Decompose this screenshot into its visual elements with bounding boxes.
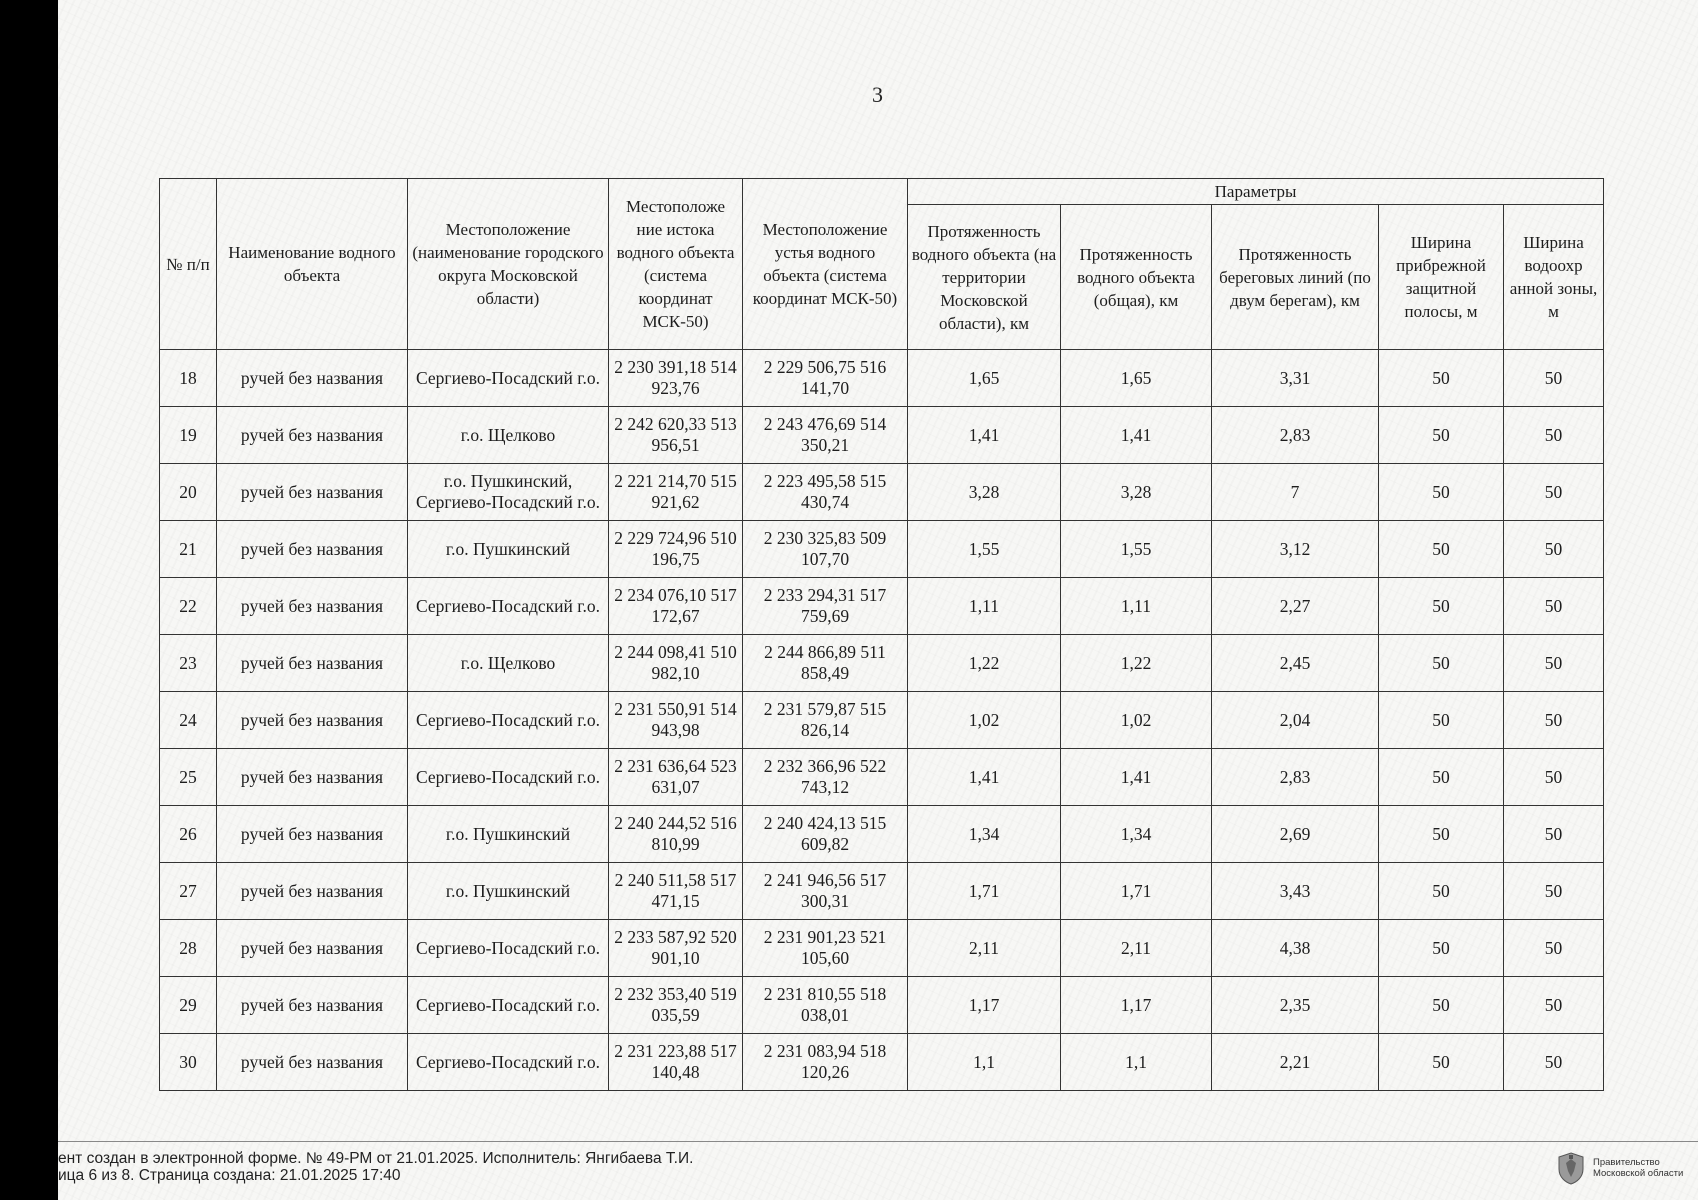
cell-shore: 2,83 <box>1212 749 1379 806</box>
header-coastal-width: Ширина прибрежной защитной полосы, м <box>1379 205 1504 350</box>
cell-zone: 50 <box>1504 806 1604 863</box>
cell-length-total: 1,41 <box>1061 407 1212 464</box>
cell-coastal: 50 <box>1379 692 1504 749</box>
cell-location: Сергиево-Посадский г.о. <box>408 578 609 635</box>
cell-coastal: 50 <box>1379 863 1504 920</box>
cell-source: 2 230 391,18 514 923,76 <box>609 350 743 407</box>
cell-mouth: 2 229 506,75 516 141,70 <box>743 350 908 407</box>
table-row <box>160 806 1604 863</box>
cell-source: 2 232 353,40 519 035,59 <box>609 977 743 1034</box>
table-row <box>160 920 1604 977</box>
cell-location: Сергиево-Посадский г.о. <box>408 350 609 407</box>
cell-length-mo: 1,34 <box>908 806 1061 863</box>
cell-zone: 50 <box>1504 350 1604 407</box>
cell-location: г.о. Пушкинский <box>408 806 609 863</box>
cell-num: 18 <box>160 350 217 407</box>
cell-zone: 50 <box>1504 521 1604 578</box>
cell-zone: 50 <box>1504 749 1604 806</box>
header-protection-width: Ширина водоохр анной зоны, м <box>1504 205 1604 350</box>
cell-num: 24 <box>160 692 217 749</box>
cell-mouth: 2 231 810,55 518 038,01 <box>743 977 908 1034</box>
header-name: Наименование водного объекта <box>217 179 408 350</box>
cell-coastal: 50 <box>1379 635 1504 692</box>
cell-zone: 50 <box>1504 464 1604 521</box>
footer-divider <box>58 1141 1698 1142</box>
cell-num: 20 <box>160 464 217 521</box>
cell-shore: 3,43 <box>1212 863 1379 920</box>
cell-name: ручей без названия <box>217 692 408 749</box>
table-row <box>160 1034 1604 1091</box>
cell-source: 2 242 620,33 513 956,51 <box>609 407 743 464</box>
cell-num: 21 <box>160 521 217 578</box>
cell-length-mo: 1,11 <box>908 578 1061 635</box>
cell-mouth: 2 244 866,89 511 858,49 <box>743 635 908 692</box>
cell-length-total: 2,11 <box>1061 920 1212 977</box>
cell-length-mo: 1,1 <box>908 1034 1061 1091</box>
cell-location: г.о. Щелково <box>408 407 609 464</box>
cell-num: 29 <box>160 977 217 1034</box>
cell-name: ручей без названия <box>217 407 408 464</box>
cell-location: Сергиево-Посадский г.о. <box>408 749 609 806</box>
cell-location: Сергиево-Посадский г.о. <box>408 920 609 977</box>
cell-mouth: 2 230 325,83 509 107,70 <box>743 521 908 578</box>
cell-shore: 2,04 <box>1212 692 1379 749</box>
cell-mouth: 2 231 579,87 515 826,14 <box>743 692 908 749</box>
cell-shore: 3,12 <box>1212 521 1379 578</box>
cell-length-total: 1,22 <box>1061 635 1212 692</box>
cell-length-mo: 2,11 <box>908 920 1061 977</box>
table-row <box>160 521 1604 578</box>
cell-shore: 2,69 <box>1212 806 1379 863</box>
cell-name: ручей без названия <box>217 350 408 407</box>
cell-mouth: 2 231 083,94 518 120,26 <box>743 1034 908 1091</box>
cell-num: 19 <box>160 407 217 464</box>
gov-label-line-1: Правительство <box>1593 1157 1660 1168</box>
cell-shore: 7 <box>1212 464 1379 521</box>
cell-name: ручей без названия <box>217 806 408 863</box>
cell-shore: 2,27 <box>1212 578 1379 635</box>
cell-source: 2 229 724,96 510 196,75 <box>609 521 743 578</box>
header-params: Параметры <box>908 179 1604 205</box>
cell-length-mo: 3,28 <box>908 464 1061 521</box>
cell-name: ручей без названия <box>217 578 408 635</box>
cell-location: г.о. Пушкинский <box>408 521 609 578</box>
cell-mouth: 2 241 946,56 517 300,31 <box>743 863 908 920</box>
cell-source: 2 233 587,92 520 901,10 <box>609 920 743 977</box>
cell-zone: 50 <box>1504 635 1604 692</box>
gov-label <box>1593 1157 1683 1179</box>
cell-zone: 50 <box>1504 578 1604 635</box>
table-row <box>160 407 1604 464</box>
cell-location: Сергиево-Посадский г.о. <box>408 1034 609 1091</box>
header-location: Местоположение (наименование городского округа Московской области) <box>408 179 609 350</box>
cell-shore: 2,83 <box>1212 407 1379 464</box>
header-shore-length: Протяженность береговых линий (по двум берегам), км <box>1212 205 1379 350</box>
cell-num: 22 <box>160 578 217 635</box>
cell-shore: 2,35 <box>1212 977 1379 1034</box>
cell-name: ручей без названия <box>217 920 408 977</box>
gov-label-line-2: Московской области <box>1593 1168 1684 1179</box>
cell-source: 2 221 214,70 515 921,62 <box>609 464 743 521</box>
cell-name: ручей без названия <box>217 521 408 578</box>
cell-zone: 50 <box>1504 692 1604 749</box>
cell-shore: 3,31 <box>1212 350 1379 407</box>
cell-length-mo: 1,22 <box>908 635 1061 692</box>
cell-num: 26 <box>160 806 217 863</box>
cell-source: 2 231 223,88 517 140,48 <box>609 1034 743 1091</box>
cell-source: 2 234 076,10 517 172,67 <box>609 578 743 635</box>
scan-left-edge <box>0 0 58 1200</box>
cell-coastal: 50 <box>1379 407 1504 464</box>
cell-shore: 2,45 <box>1212 635 1379 692</box>
cell-zone: 50 <box>1504 863 1604 920</box>
cell-name: ручей без названия <box>217 1034 408 1091</box>
table-row <box>160 464 1604 521</box>
header-length-total: Протяженность водного объекта (общая), км <box>1061 205 1212 350</box>
cell-shore: 2,21 <box>1212 1034 1379 1091</box>
cell-coastal: 50 <box>1379 578 1504 635</box>
cell-coastal: 50 <box>1379 350 1504 407</box>
cell-mouth: 2 240 424,13 515 609,82 <box>743 806 908 863</box>
footer-line-1: ент создан в электронной форме. № 49-РМ от 21.01.2025. Исполнитель: Янгибаева Т.И. <box>58 1150 694 1167</box>
cell-location: Сергиево-Посадский г.о. <box>408 692 609 749</box>
water-objects-table <box>159 178 1604 1091</box>
header-source: Местоположе ние истока водного объекта (система координат МСК-50) <box>609 179 743 350</box>
cell-length-mo: 1,71 <box>908 863 1061 920</box>
cell-length-total: 1,55 <box>1061 521 1212 578</box>
cell-zone: 50 <box>1504 1034 1604 1091</box>
cell-name: ручей без названия <box>217 977 408 1034</box>
cell-location: г.о. Пушкинский <box>408 863 609 920</box>
cell-mouth: 2 223 495,58 515 430,74 <box>743 464 908 521</box>
cell-mouth: 2 231 901,23 521 105,60 <box>743 920 908 977</box>
table-row <box>160 977 1604 1034</box>
cell-mouth: 2 232 366,96 522 743,12 <box>743 749 908 806</box>
cell-num: 25 <box>160 749 217 806</box>
cell-name: ручей без названия <box>217 635 408 692</box>
cell-num: 27 <box>160 863 217 920</box>
cell-length-mo: 1,02 <box>908 692 1061 749</box>
cell-zone: 50 <box>1504 920 1604 977</box>
cell-length-total: 1,1 <box>1061 1034 1212 1091</box>
header-mouth: Местоположение устья водного объекта (система координат МСК-50) <box>743 179 908 350</box>
footer-line-2: ица 6 из 8. Страница создана: 21.01.2025 17:40 <box>58 1167 401 1184</box>
cell-length-total: 1,02 <box>1061 692 1212 749</box>
table-row <box>160 578 1604 635</box>
cell-coastal: 50 <box>1379 920 1504 977</box>
table-row <box>160 863 1604 920</box>
table-body <box>160 350 1604 1091</box>
cell-length-mo: 1,65 <box>908 350 1061 407</box>
cell-length-total: 1,41 <box>1061 749 1212 806</box>
cell-name: ручей без названия <box>217 863 408 920</box>
table-row <box>160 350 1604 407</box>
cell-num: 28 <box>160 920 217 977</box>
cell-length-mo: 1,17 <box>908 977 1061 1034</box>
page-number: 3 <box>872 82 883 107</box>
cell-source: 2 240 244,52 516 810,99 <box>609 806 743 863</box>
footer-text <box>58 1150 693 1184</box>
cell-mouth: 2 233 294,31 517 759,69 <box>743 578 908 635</box>
cell-source: 2 244 098,41 510 982,10 <box>609 635 743 692</box>
table-row <box>160 749 1604 806</box>
cell-source: 2 231 550,91 514 943,98 <box>609 692 743 749</box>
cell-length-mo: 1,55 <box>908 521 1061 578</box>
header-length-mo: Протяженность водного объекта (на территории Московской области), км <box>908 205 1061 350</box>
cell-zone: 50 <box>1504 407 1604 464</box>
cell-coastal: 50 <box>1379 1034 1504 1091</box>
coat-of-arms-icon <box>1556 1151 1586 1185</box>
cell-shore: 4,38 <box>1212 920 1379 977</box>
cell-source: 2 231 636,64 523 631,07 <box>609 749 743 806</box>
cell-coastal: 50 <box>1379 749 1504 806</box>
cell-length-mo: 1,41 <box>908 749 1061 806</box>
cell-mouth: 2 243 476,69 514 350,21 <box>743 407 908 464</box>
cell-num: 23 <box>160 635 217 692</box>
table-row <box>160 635 1604 692</box>
cell-num: 30 <box>160 1034 217 1091</box>
cell-length-mo: 1,41 <box>908 407 1061 464</box>
table-row <box>160 692 1604 749</box>
cell-coastal: 50 <box>1379 806 1504 863</box>
cell-length-total: 3,28 <box>1061 464 1212 521</box>
cell-zone: 50 <box>1504 977 1604 1034</box>
header-num: № п/п <box>160 179 217 350</box>
cell-length-total: 1,11 <box>1061 578 1212 635</box>
cell-length-total: 1,17 <box>1061 977 1212 1034</box>
cell-coastal: 50 <box>1379 464 1504 521</box>
cell-coastal: 50 <box>1379 521 1504 578</box>
cell-length-total: 1,71 <box>1061 863 1212 920</box>
cell-length-total: 1,65 <box>1061 350 1212 407</box>
cell-location: Сергиево-Посадский г.о. <box>408 977 609 1034</box>
cell-location: г.о. Щелково <box>408 635 609 692</box>
cell-coastal: 50 <box>1379 977 1504 1034</box>
cell-name: ручей без названия <box>217 749 408 806</box>
cell-location: г.о. Пушкинский, Сергиево-Посадский г.о. <box>408 464 609 521</box>
cell-length-total: 1,34 <box>1061 806 1212 863</box>
cell-source: 2 240 511,58 517 471,15 <box>609 863 743 920</box>
cell-name: ручей без названия <box>217 464 408 521</box>
